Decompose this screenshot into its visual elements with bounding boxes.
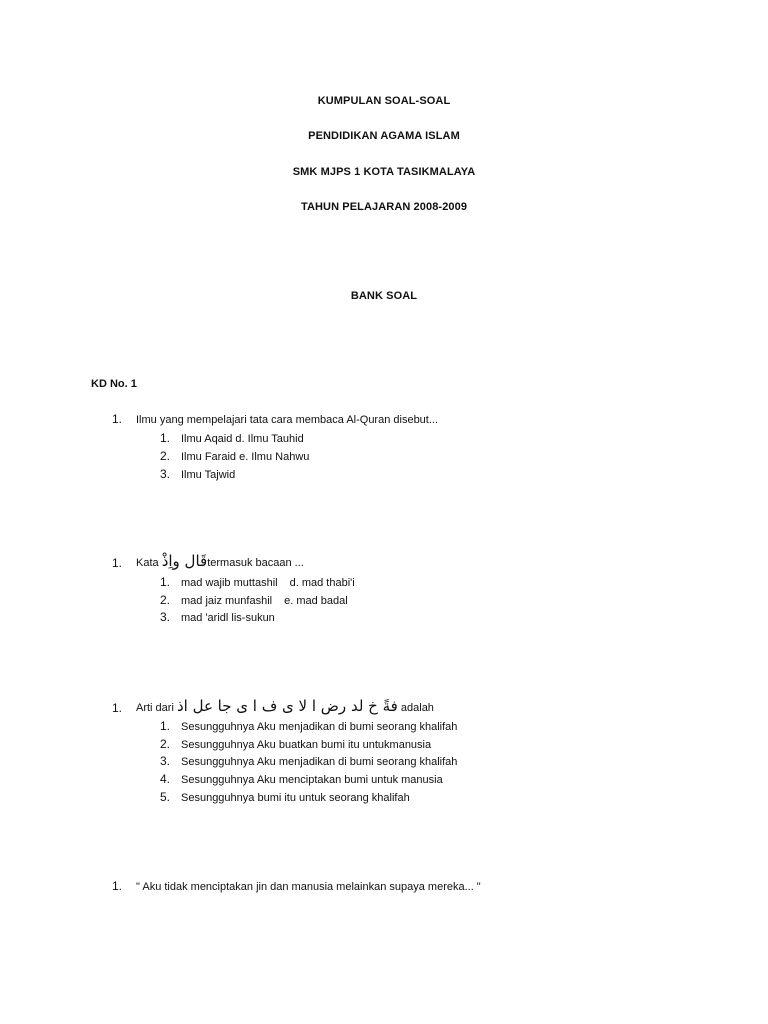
option-text	[181, 595, 348, 607]
option-number: 5.	[159, 790, 170, 804]
option-text: Sesungguhnya Aku menjadikan di bumi seorang khalifah	[181, 756, 458, 768]
question-text: Ilmu yang mempelajari tata cara membaca Al-Quran disebut...	[136, 414, 439, 426]
option-number: 2.	[159, 449, 170, 463]
option-number: 3.	[159, 467, 170, 481]
question-text	[136, 697, 434, 715]
option-text: Sesungguhnya Aku menciptakan bumi untuk manusia	[181, 774, 443, 786]
arabic-phrase: فةً خ لد رض ا لا ى ف ا ى جا عل اذ	[176, 697, 398, 715]
option-text: Ilmu Faraid e. Ilmu Nahwu	[181, 451, 310, 463]
option-number: 2.	[159, 737, 170, 751]
question-text: " Aku tidak menciptakan jin dan manusia melainkan supaya mereka... "	[136, 881, 481, 893]
question-text	[136, 552, 304, 570]
option-text: Sesungguhnya bumi itu untuk seorang khalifah	[181, 792, 410, 804]
question-prefix: Arti dari	[136, 702, 174, 714]
subject-title: PENDIDIKAN AGAMA ISLAM	[308, 130, 460, 142]
option-text: Ilmu Tajwid	[181, 469, 236, 481]
option-main: mad jaiz munfashil	[181, 595, 273, 607]
option-number: 4.	[159, 772, 170, 786]
arabic-phrase: قَال واِذْ	[161, 552, 208, 570]
question-number: 1.	[112, 879, 123, 893]
option-text: Ilmu Aqaid d. Ilmu Tauhid	[181, 433, 304, 445]
question-number: 1.	[112, 412, 123, 426]
question-suffix: termasuk bacaan ...	[207, 557, 304, 569]
kd-label: KD No. 1	[91, 378, 137, 390]
option-text	[181, 577, 355, 589]
option-text: Sesungguhnya Aku buatkan bumi itu untukmanusia	[181, 739, 432, 751]
question-suffix: adalah	[400, 702, 434, 714]
question-number: 1.	[112, 556, 123, 570]
option-number: 3.	[159, 754, 170, 768]
section-title: BANK SOAL	[350, 290, 418, 302]
school-name: SMK MJPS 1 KOTA TASIKMALAYA	[292, 166, 476, 178]
option-number: 2.	[159, 593, 170, 607]
option-number: 1.	[159, 719, 170, 733]
option-number: 3.	[159, 610, 170, 624]
option-extra: d. mad thabi'i	[289, 577, 355, 589]
option-text: mad 'aridl lis-sukun	[181, 612, 275, 624]
option-number: 1.	[159, 431, 170, 445]
option-main: mad wajib muttashil	[181, 577, 278, 589]
question-prefix: Kata	[136, 557, 159, 569]
option-number: 1.	[159, 575, 170, 589]
option-extra: e. mad badal	[284, 595, 348, 607]
option-text: Sesungguhnya Aku menjadikan di bumi seorang khalifah	[181, 721, 458, 733]
question-number: 1.	[112, 701, 123, 715]
academic-year: TAHUN PELAJARAN 2008-2009	[300, 201, 468, 213]
document-title: KUMPULAN SOAL-SOAL	[317, 95, 451, 107]
